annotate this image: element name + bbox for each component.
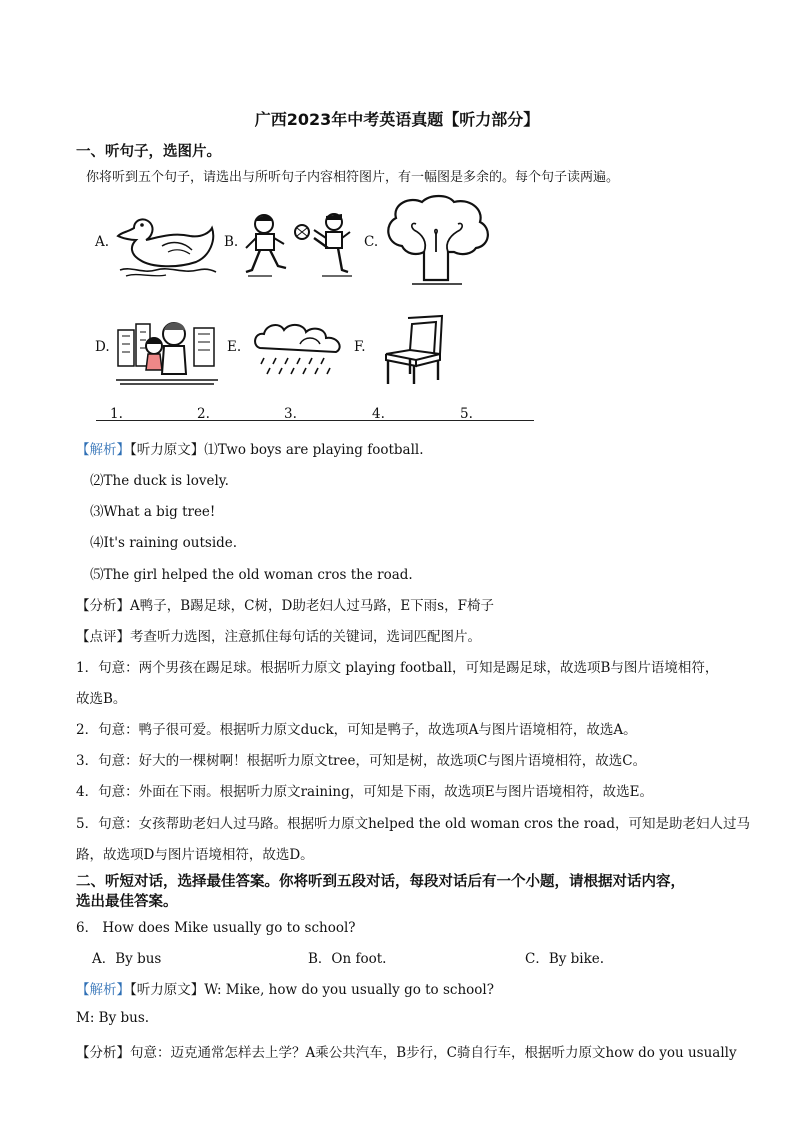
explanation-line: 1．句意：两个男孩在踢足球。根据听力原文 playing football，可知是踢足球，故选项B与图片语境相符， xyxy=(76,660,719,676)
jiexi-tag: 【解析】 xyxy=(76,982,130,998)
fenxi-text: A鸭子，B踢足球，C树，D助老妇人过马路，E下雨s，F椅子 xyxy=(130,598,494,614)
section2-heading-cont: 选出最佳答案。 xyxy=(76,894,178,910)
section1-instruction: 你将听到五个句子，请选出与所听句子内容相符图片，有一幅图是多余的。每个句子读两遍。 xyxy=(86,170,620,185)
dialogue-m: M: By bus. xyxy=(76,1010,150,1026)
script-line-4: ⑷It's raining outside. xyxy=(90,535,238,551)
explanation-line: 3．句意：好大的一棵树啊！根据听力原文tree，可知是树，故选项C与图片语境相符，故选C。 xyxy=(76,753,647,769)
blank-4: 4. xyxy=(372,406,385,422)
tree-icon xyxy=(382,194,494,288)
duck-icon xyxy=(112,210,222,280)
boys-football-icon xyxy=(242,208,354,280)
girl-helping-old-woman-icon xyxy=(114,318,220,386)
dialogue-w: W: Mike, how do you usually go to school? xyxy=(204,982,494,998)
section2-heading: 二、听短对话，选择最佳答案。你将听到五段对话，每段对话后有一个小题，请根据对话内容， xyxy=(76,874,685,890)
explanation-line: 2．句意：鸭子很可爱。根据听力原文duck，可知是鸭子，故选项A与图片语境相符，故选A。 xyxy=(76,722,637,738)
script-line-5: ⑸The girl helped the old woman cros the road. xyxy=(90,567,413,583)
page-title: 广西2023年中考英语真题【听力部分】 xyxy=(254,110,540,129)
blank-2: 2. xyxy=(197,406,210,422)
chair-icon xyxy=(380,314,450,386)
script-line-1: ⑴Two boys are playing football. xyxy=(204,442,424,458)
fenxi-tag: 【分析】 xyxy=(76,598,130,614)
dianping-tag: 【点评】 xyxy=(76,629,130,645)
explanation-line: 路，故选项D与图片语境相符，故选D。 xyxy=(76,847,314,863)
script-line-2: ⑵The duck is lovely. xyxy=(90,473,229,489)
picture-label-b: B. xyxy=(224,234,239,250)
yuanwen-tag: 【听力原文】 xyxy=(130,442,205,458)
section1-heading: 一、听句子，选图片。 xyxy=(76,144,221,160)
picture-label-e: E. xyxy=(227,339,242,355)
explanation-line: 4．句意：外面在下雨。根据听力原文raining，可知是下雨，故选项E与图片语境相符，故选E。 xyxy=(76,784,653,800)
picture-label-f: F. xyxy=(354,339,366,355)
explanation-line: 5．句意：女孩帮助老妇人过马路。根据听力原文helped the old woman cros the road，可知是助老妇人过马 xyxy=(76,816,750,832)
explanation-line: 故选B。 xyxy=(76,691,127,707)
question-6: 6． How does Mike usually go to school? xyxy=(76,920,356,936)
fenxi-tag: 【分析】 xyxy=(76,1045,130,1061)
blank-3: 3. xyxy=(284,406,297,422)
rain-cloud-icon xyxy=(250,318,346,382)
option-c: C．By bike. xyxy=(525,951,605,967)
blank-5: 5. xyxy=(460,406,473,422)
picture-label-c: C. xyxy=(364,234,379,250)
option-b: B．On foot. xyxy=(308,951,387,967)
dianping-text: 考查听力选图，注意抓住每句话的关键词，选词匹配图片。 xyxy=(130,629,481,645)
jiexi-tag: 【解析】 xyxy=(76,442,130,458)
blank-1: 1. xyxy=(110,406,123,422)
yuanwen-tag: 【听力原文】 xyxy=(130,982,205,998)
option-a: A．By bus xyxy=(92,951,162,967)
picture-label-a: A. xyxy=(95,234,110,250)
picture-label-d: D. xyxy=(95,339,110,355)
fenxi-text: 句意：迈克通常怎样去上学？A乘公共汽车，B步行，C骑自行车，根据听力原文how do you usually xyxy=(130,1045,737,1061)
script-line-3: ⑶What a big tree! xyxy=(90,504,216,520)
